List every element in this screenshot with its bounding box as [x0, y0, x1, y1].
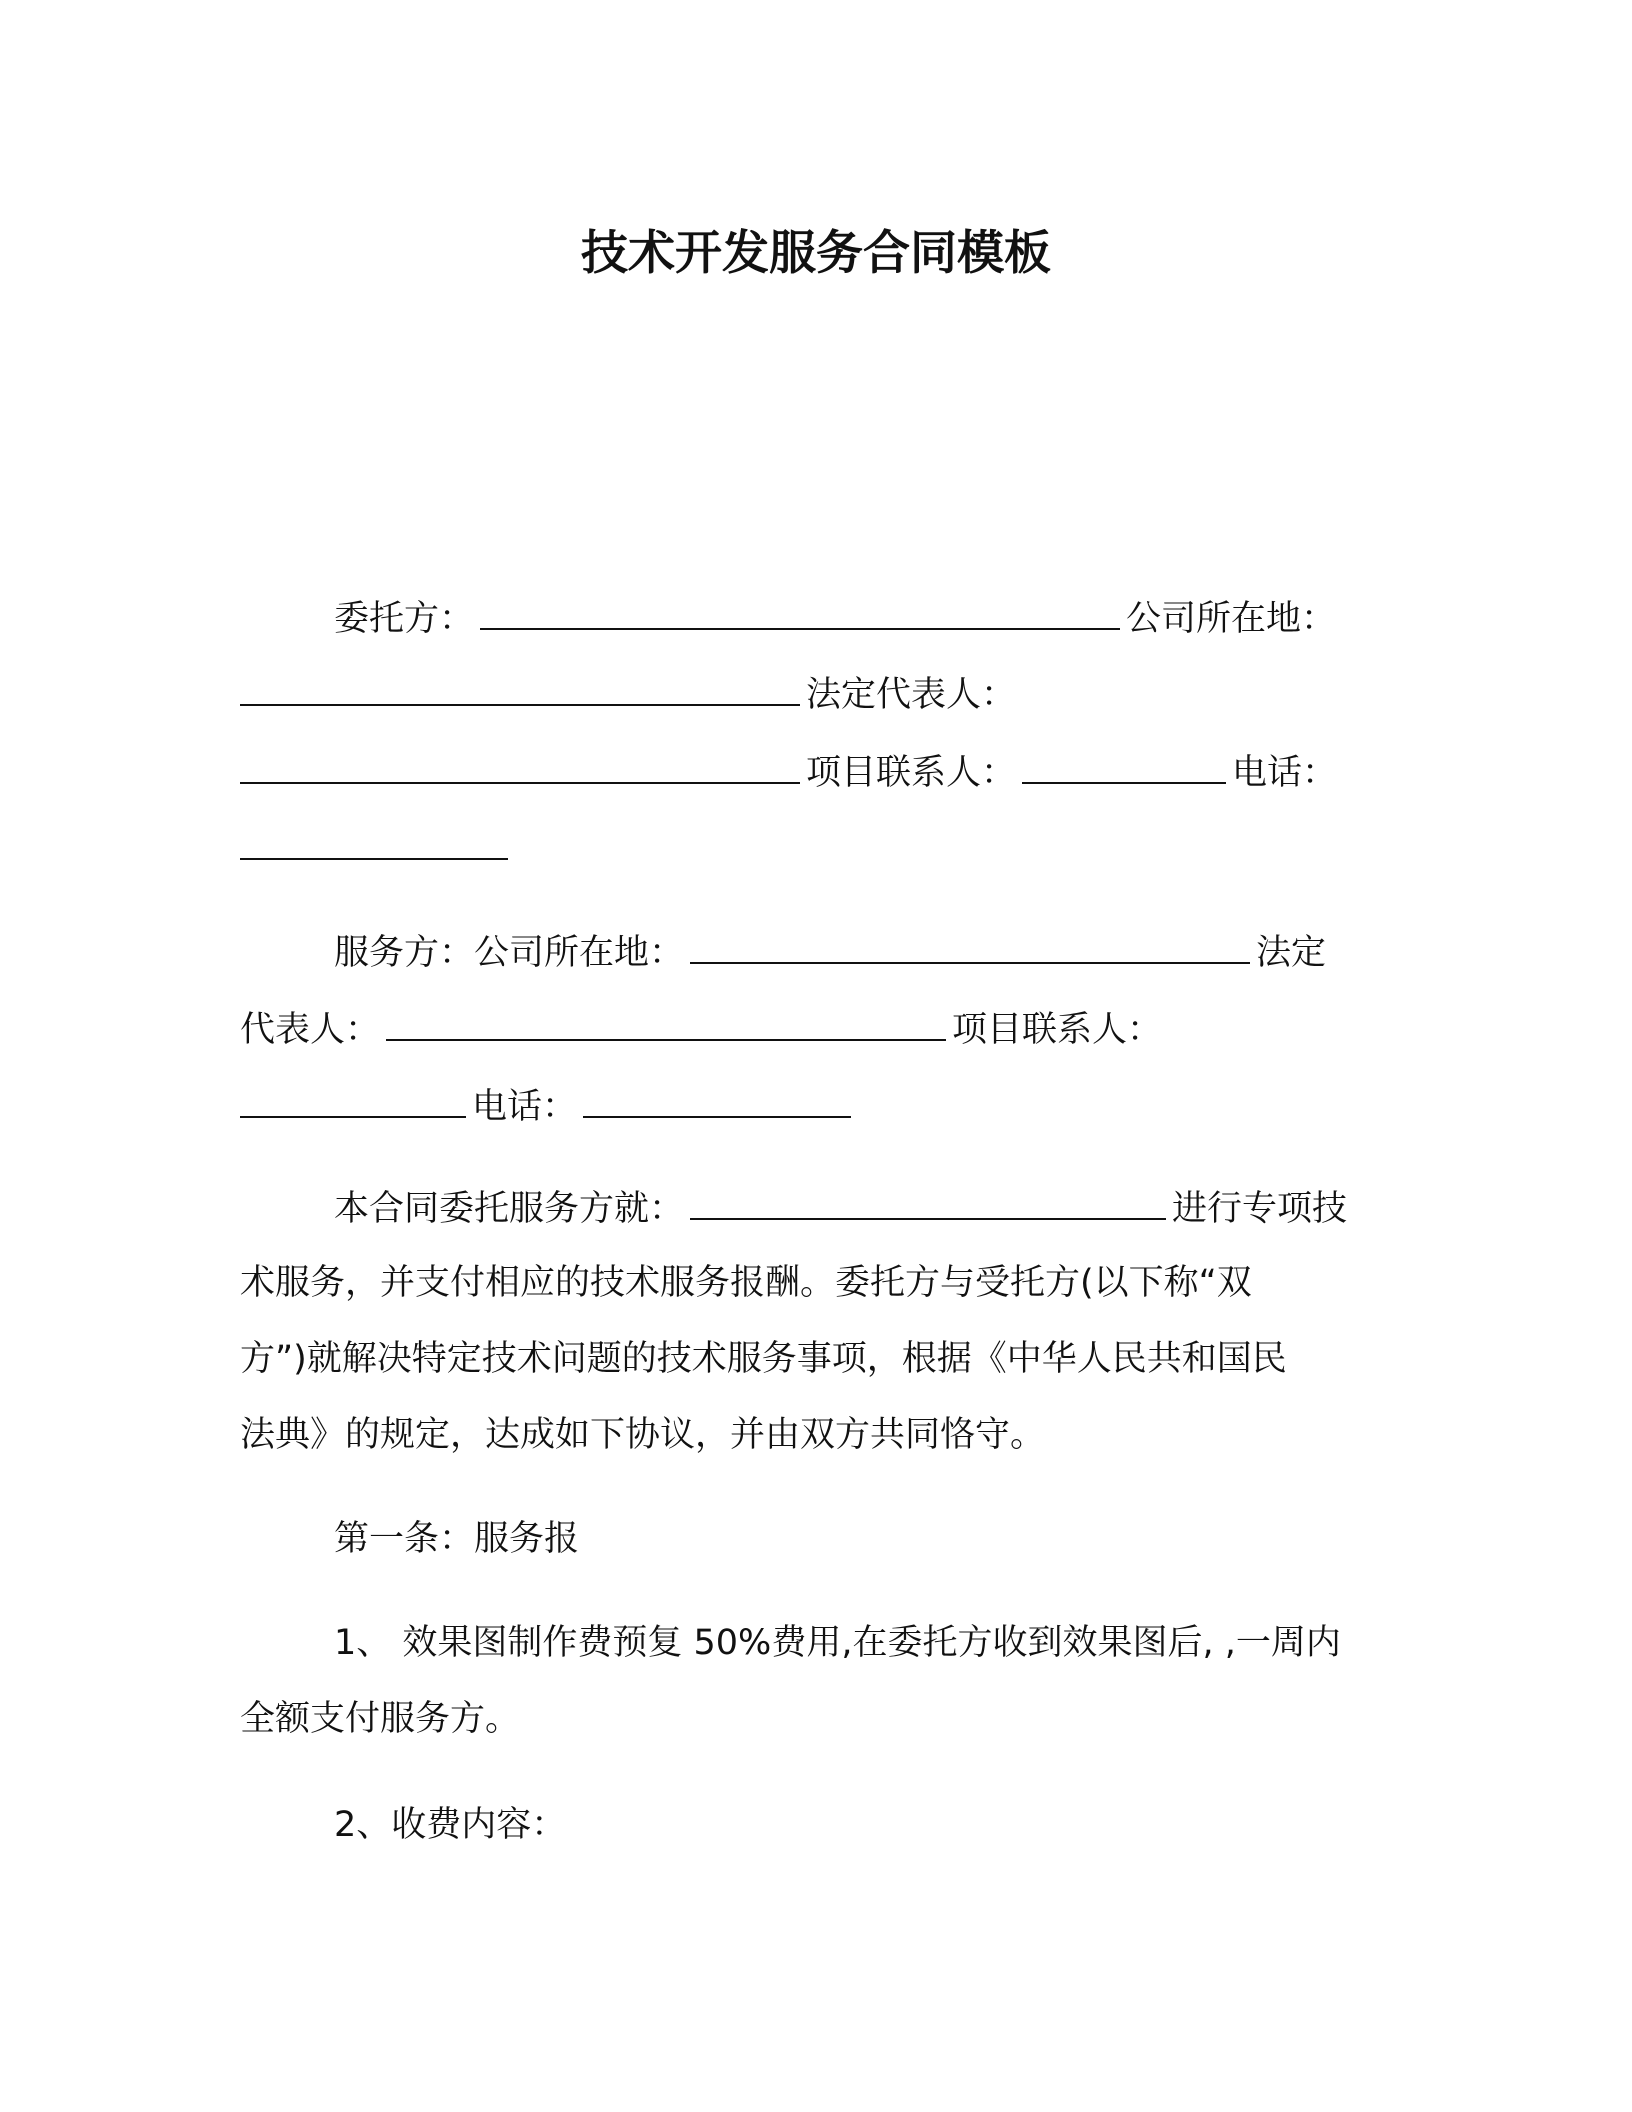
- intro-line-1: [334, 1182, 1347, 1234]
- article-1-heading: 第一条：服务报: [334, 1519, 580, 1559]
- provider-contact-label: 项目联系人：: [952, 1010, 1163, 1050]
- article-1-item-1-line-2: 全额支付服务方。: [240, 1699, 521, 1739]
- client-address-blank[interactable]: [240, 668, 800, 706]
- client-address-label: 公司所在地：: [1126, 599, 1337, 639]
- intro-line-3: 方”)就解决特定技术问题的技术服务事项，根据《中华人民共和国民: [240, 1339, 1287, 1379]
- provider-legal-rep-blank[interactable]: [386, 1003, 946, 1041]
- provider-line-1: [334, 926, 1326, 978]
- provider-address-blank[interactable]: [690, 926, 1250, 964]
- provider-contact-blank[interactable]: [240, 1080, 466, 1118]
- client-label: 委托方：: [334, 599, 475, 639]
- article-1-item-2: 2、收费内容：: [334, 1805, 567, 1845]
- intro-prefix: 本合同委托服务方就：: [334, 1189, 685, 1229]
- client-line-2: [240, 668, 1016, 720]
- article-1-item-1-line-1: 1、 效果图制作费预复 50%费用,在委托方收到效果图后, ,一周内: [334, 1623, 1341, 1663]
- client-line-4: [240, 822, 514, 874]
- provider-line-3: [240, 1080, 857, 1132]
- provider-address-label: 服务方：公司所在地：: [334, 933, 685, 973]
- client-phone-label: 电话：: [1232, 753, 1338, 793]
- client-contact-blank[interactable]: [1022, 746, 1226, 784]
- intro-line-2: 术服务，并支付相应的技术服务报酬。委托方与受托方(以下称“双: [240, 1263, 1252, 1303]
- client-line-3: [240, 746, 1337, 798]
- client-line-1: [334, 592, 1336, 644]
- provider-legal-rep-label-part2: 代表人：: [240, 1010, 381, 1050]
- provider-legal-rep-label-part1: 法定: [1256, 933, 1327, 973]
- client-name-blank[interactable]: [480, 592, 1120, 630]
- client-legal-rep-label: 法定代表人：: [806, 675, 1017, 715]
- provider-phone-label: 电话：: [472, 1087, 578, 1127]
- intro-line-4: 法典》的规定，达成如下协议，并由双方共同恪守。: [240, 1415, 1046, 1455]
- provider-phone-blank[interactable]: [583, 1080, 851, 1118]
- intro-suffix: 进行专项技: [1172, 1189, 1348, 1229]
- service-subject-blank[interactable]: [690, 1182, 1166, 1220]
- client-legal-rep-blank[interactable]: [240, 746, 800, 784]
- client-contact-label: 项目联系人：: [806, 753, 1017, 793]
- client-phone-blank[interactable]: [240, 822, 508, 860]
- document-title: 技术开发服务合同模板: [581, 226, 1051, 281]
- provider-line-2: [240, 1003, 1162, 1055]
